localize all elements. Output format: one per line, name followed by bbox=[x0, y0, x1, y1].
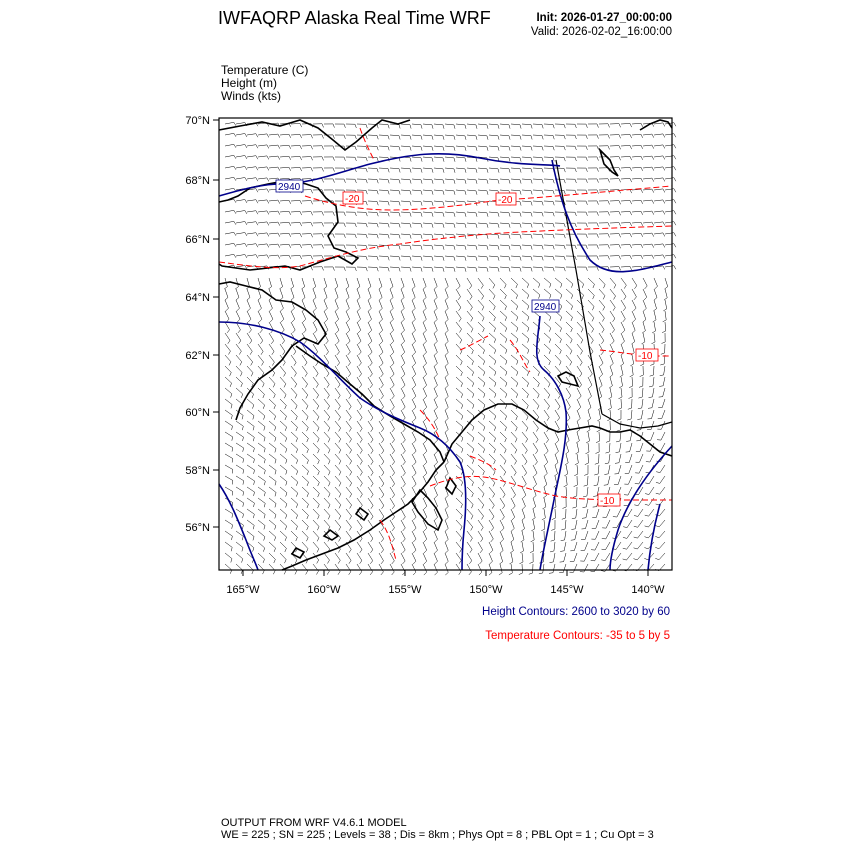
temp-label-neg20-b: -20 bbox=[498, 195, 513, 206]
model-config: WE = 225 ; SN = 225 ; Levels = 38 ; Dis = 8km ; Phys Opt = 8 ; PBL Opt = 1 ; Cu Opt = 3 bbox=[221, 829, 654, 841]
field-height: Height (m) bbox=[221, 76, 278, 90]
lat-label-58: 58°N bbox=[185, 465, 210, 477]
lon-label-140: 140°W bbox=[631, 584, 665, 596]
height-contours bbox=[219, 154, 672, 570]
lat-labels bbox=[185, 115, 210, 534]
temp-label-neg10-a: -10 bbox=[638, 351, 653, 362]
temp-label-neg10-b: -10 bbox=[600, 496, 615, 507]
model-info: OUTPUT FROM WRF V4.6.1 MODEL bbox=[221, 817, 407, 829]
lat-label-56: 56°N bbox=[185, 522, 210, 534]
temperature-contour-legend: Temperature Contours: -35 to 5 by 5 bbox=[485, 630, 670, 642]
lat-label-64: 64°N bbox=[185, 292, 210, 304]
lon-label-155: 155°W bbox=[388, 584, 422, 596]
lat-label-60: 60°N bbox=[185, 407, 210, 419]
field-temperature: Temperature (C) bbox=[221, 63, 309, 77]
lon-label-150: 150°W bbox=[469, 584, 503, 596]
height-label-2940-a: 2940 bbox=[278, 182, 301, 193]
lat-label-62: 62°N bbox=[185, 350, 210, 362]
field-winds: Winds (kts) bbox=[221, 89, 281, 103]
lon-label-165: 165°W bbox=[226, 584, 260, 596]
lat-label-66: 66°N bbox=[185, 234, 210, 246]
lon-labels bbox=[226, 584, 665, 596]
height-contour-legend: Height Contours: 2600 to 3020 by 60 bbox=[482, 606, 670, 618]
height-label-2940-b: 2940 bbox=[534, 302, 557, 313]
init-time: Init: 2026-01-27_00:00:00 bbox=[536, 12, 672, 24]
lat-ticks bbox=[213, 120, 219, 527]
lon-label-160: 160°W bbox=[307, 584, 341, 596]
plot-title: IWFAQRP Alaska Real Time WRF bbox=[218, 8, 491, 28]
lat-label-70: 70°N bbox=[185, 115, 210, 127]
temp-label-neg20-a: -20 bbox=[345, 194, 360, 205]
lat-label-68: 68°N bbox=[185, 175, 210, 187]
lon-label-145: 145°W bbox=[550, 584, 584, 596]
valid-time: Valid: 2026-02-02_16:00:00 bbox=[530, 26, 672, 38]
